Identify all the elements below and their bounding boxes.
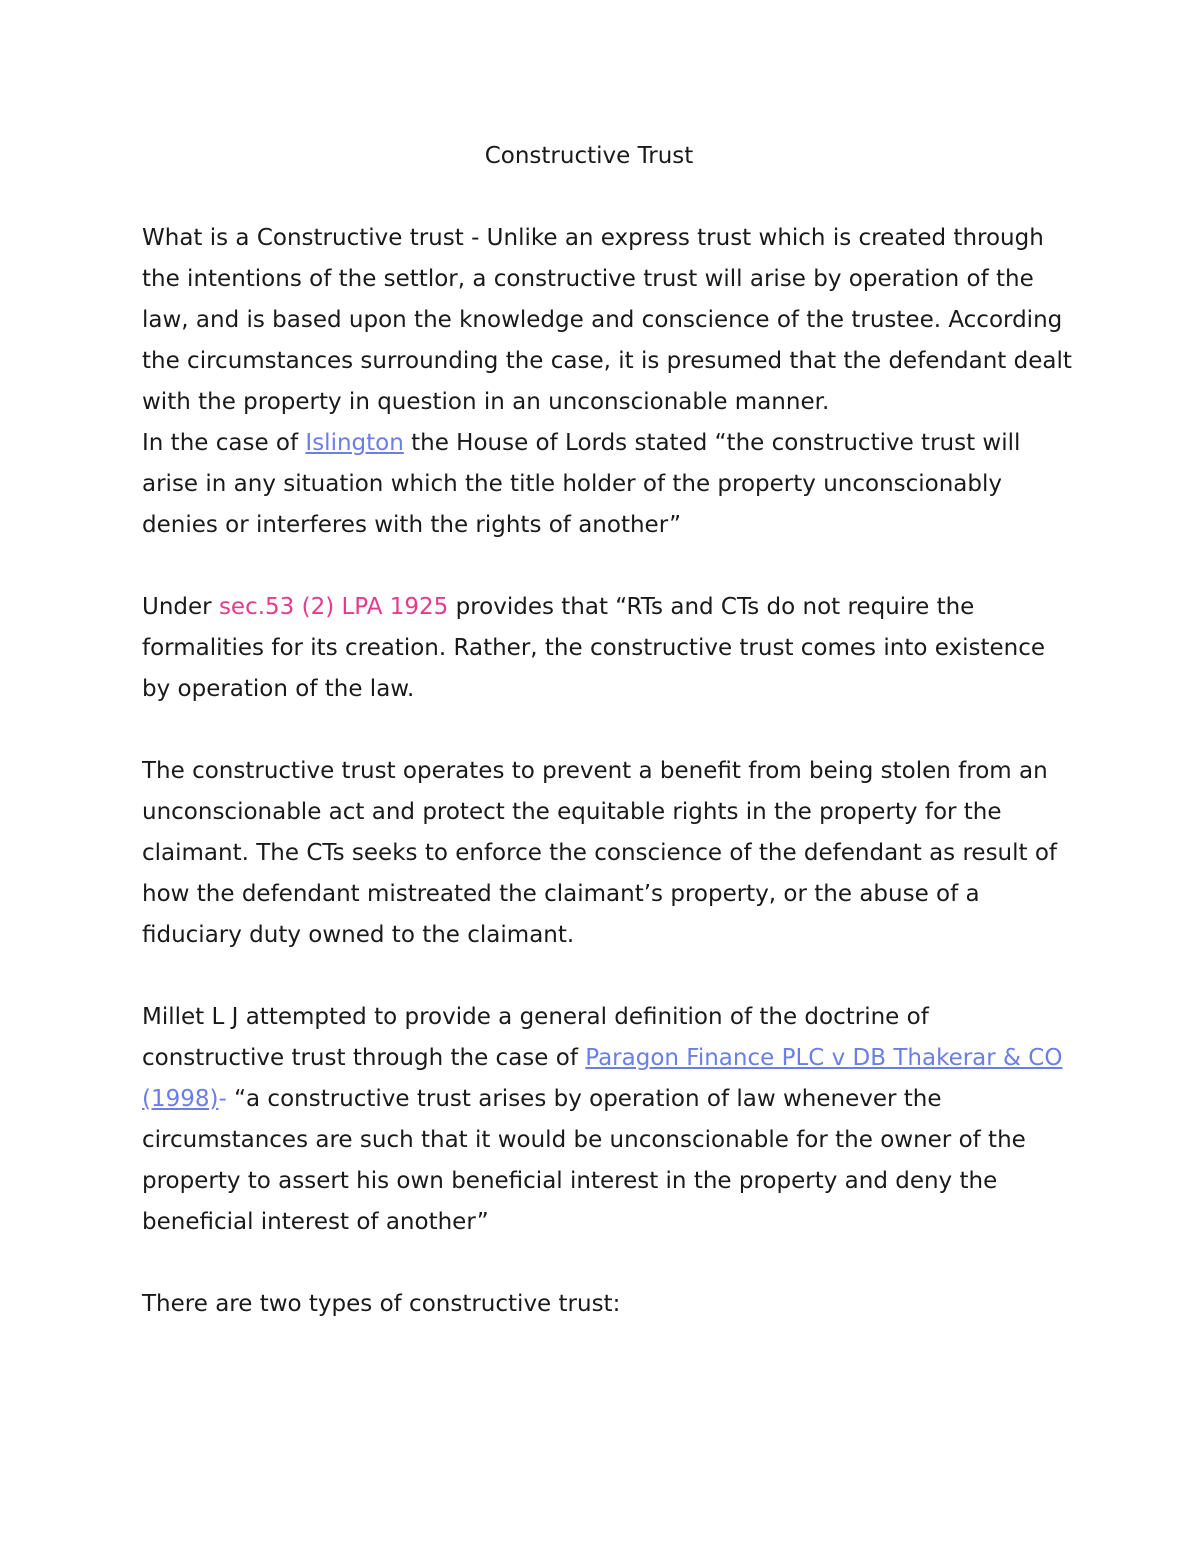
paragon-case-link[interactable]: Paragon Finance PLC v DB Thakerar & CO (1998) — [142, 1045, 1063, 1112]
paragraph-statute — [142, 587, 1072, 710]
paragraph-statute-before: Under — [142, 594, 219, 620]
paragraph-statute-after: provides that “RTs and CTs do not require the formalities for its creation. Rather, the constructive trust comes into existence by operation of the law. — [142, 594, 1045, 702]
paragraph-gap — [142, 710, 1072, 751]
paragraph-gap — [142, 1243, 1072, 1284]
islington-case-link[interactable]: Islington — [305, 430, 404, 456]
paragraph-islington — [142, 423, 1072, 546]
document-body — [142, 136, 1072, 1325]
paragon-dash: - — [218, 1086, 227, 1112]
paragraph-paragon-before: Millet L J attempted to provide a general definition of the doctrine of constructive trust through the case of — [142, 1004, 929, 1071]
paragraph-gap — [142, 546, 1072, 587]
paragraph-operation: The constructive trust operates to prevent a benefit from being stolen from an unconscionable act and protect the equitable rights in the property for the claimant. The CTs seeks to enforce the conscience of the defendant as result of how the defendant mistreated the claimant’s property, or the abuse of a fiduciary duty owned to the claimant. — [142, 758, 1058, 948]
document-title: Constructive Trust — [484, 143, 694, 169]
paragraph-definition: What is a Constructive trust - Unlike an express trust which is created through the intentions of the settlor, a constructive trust will arise by operation of the law, and is based upon the knowledge and conscience of the trustee. According the circumstances surrounding the case, it is presumed that the defendant dealt with the property in question in an unconscionable manner. — [142, 225, 1072, 415]
statute-reference: sec.53 (2) LPA 1925 — [218, 594, 449, 620]
paragraph-paragon-after: “a constructive trust arises by operation of law whenever the circumstances are such that it would be unconscionable for the owner of the property to assert his own beneficial interest in the property and deny the beneficial interest of another” — [142, 1086, 1026, 1235]
paragraph-types: There are two types of constructive trust: — [142, 1291, 621, 1317]
paragraph-islington-after: the House of Lords stated “the constructive trust will arise in any situation which the title holder of the property unconscionably denies or interferes with the rights of another” — [142, 430, 1021, 538]
paragraph-paragon — [142, 997, 1072, 1243]
paragraph-islington-before: In the case of — [142, 430, 306, 456]
paragraph-gap — [142, 956, 1072, 997]
